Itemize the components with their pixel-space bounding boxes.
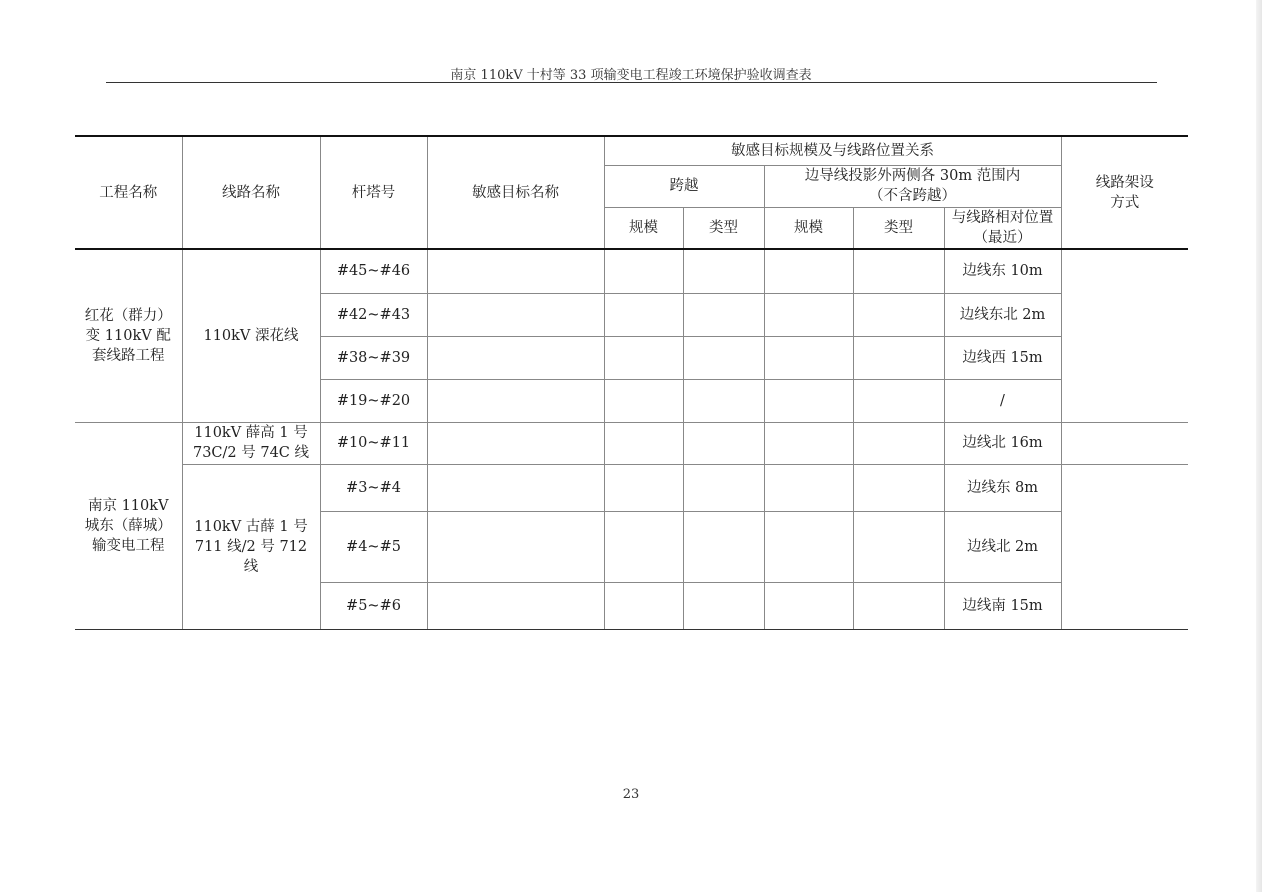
crossing-type-cell	[683, 293, 764, 336]
nearby-type-cell	[853, 293, 944, 336]
crossing-type-cell	[683, 336, 764, 379]
line-name-line: 110kV 古薛 1 号	[194, 518, 308, 535]
col-header-erection-method	[1061, 136, 1188, 249]
sensitive-target-survey-table	[75, 135, 1188, 630]
nearby-scale-cell	[764, 379, 853, 422]
tower-no-cell: #19~#20	[320, 379, 427, 422]
crossing-type-cell	[683, 249, 764, 293]
col-header-tower-no: 杆塔号	[320, 136, 427, 249]
nearby-type-cell	[853, 582, 944, 629]
tower-no-cell: #45~#46	[320, 249, 427, 293]
nearby-scale-cell	[764, 422, 853, 464]
page-number: 23	[622, 787, 640, 802]
relative-position-cell: 边线南 15m	[944, 582, 1061, 629]
relative-position-cell: 边线东北 2m	[944, 293, 1061, 336]
erection-method-cell	[1061, 464, 1188, 629]
crossing-scale-cell	[604, 249, 683, 293]
page-edge-shadow	[1256, 0, 1262, 892]
crossing-scale-cell	[604, 582, 683, 629]
erection-method-cell	[1061, 249, 1188, 422]
crossing-scale-cell	[604, 336, 683, 379]
col-header-crossing-type: 类型	[683, 207, 764, 249]
target-name-cell	[427, 582, 604, 629]
tower-no-cell: #4~#5	[320, 511, 427, 582]
tower-no-cell: #5~#6	[320, 582, 427, 629]
line-name-cell	[182, 422, 320, 464]
crossing-type-cell	[683, 582, 764, 629]
table-row	[75, 422, 1188, 464]
table-row	[75, 249, 1188, 293]
crossing-scale-cell	[604, 511, 683, 582]
relative-position-cell: 边线东 8m	[944, 464, 1061, 511]
nearby-scale-cell	[764, 249, 853, 293]
relative-position-cell: /	[944, 379, 1061, 422]
nearby-type-cell	[853, 511, 944, 582]
crossing-type-cell	[683, 464, 764, 511]
project-name-cell	[75, 422, 182, 629]
tower-no-cell: #10~#11	[320, 422, 427, 464]
crossing-scale-cell	[604, 422, 683, 464]
nearby-type-cell	[853, 249, 944, 293]
col-header-within-30m	[764, 165, 1061, 207]
crossing-type-cell	[683, 511, 764, 582]
relative-position-cell: 边线东 10m	[944, 249, 1061, 293]
nearby-type-cell	[853, 422, 944, 464]
line-name-line: 711 线/2 号 712 线	[194, 538, 308, 575]
target-name-cell	[427, 249, 604, 293]
col-header-crossing-scale: 规模	[604, 207, 683, 249]
project-name-cell	[75, 249, 182, 422]
col-header-nearby-scale: 规模	[764, 207, 853, 249]
target-name-cell	[427, 464, 604, 511]
tower-no-cell: #38~#39	[320, 336, 427, 379]
project-name-line: 南京 110kV	[87, 497, 169, 514]
relative-position-line-2: （最近）	[973, 229, 1032, 246]
nearby-type-cell	[853, 379, 944, 422]
document-header-title: 南京 110kV 十村等 33 项输变电工程竣工环境保护验收调查表	[450, 68, 812, 83]
target-name-cell	[427, 511, 604, 582]
target-name-cell	[427, 336, 604, 379]
nearby-type-cell	[853, 464, 944, 511]
target-name-cell	[427, 293, 604, 336]
col-header-target-name: 敏感目标名称	[427, 136, 604, 249]
line-name-cell	[182, 464, 320, 629]
relative-position-cell: 边线北 16m	[944, 422, 1061, 464]
table-row	[75, 464, 1188, 511]
nearby-scale-cell	[764, 293, 853, 336]
nearby-scale-cell	[764, 464, 853, 511]
crossing-type-cell	[683, 422, 764, 464]
nearby-scale-cell	[764, 511, 853, 582]
within-30m-line-1: 边导线投影外两侧各 30m 范围内	[804, 168, 1021, 184]
crossing-type-cell	[683, 379, 764, 422]
project-name-line: 城东（薛城）	[84, 517, 172, 534]
col-header-project-name: 工程名称	[75, 136, 182, 249]
project-name-line: 套线路工程	[92, 347, 165, 364]
erection-method-cell	[1061, 422, 1188, 464]
line-name-cell: 110kV 溧花线	[182, 249, 320, 422]
within-30m-line-2: （不含跨越）	[869, 188, 956, 204]
line-name-line: 73C/2 号 74C 线	[192, 445, 310, 461]
project-name-line: 红花（群力）	[84, 307, 172, 324]
project-name-line: 变 110kV 配	[85, 327, 171, 344]
erection-method-line-1: 线路架设	[1095, 174, 1154, 191]
col-header-group-title: 敏感目标规模及与线路位置关系	[604, 136, 1061, 165]
tower-no-cell: #42~#43	[320, 293, 427, 336]
col-header-relative-position	[944, 207, 1061, 249]
target-name-cell	[427, 422, 604, 464]
erection-method-line-2: 方式	[1110, 194, 1140, 211]
line-name-line: 110kV 薛高 1 号	[194, 425, 308, 441]
header-rule	[106, 82, 1157, 83]
relative-position-line-1: 与线路相对位置	[951, 209, 1054, 226]
nearby-scale-cell	[764, 336, 853, 379]
nearby-scale-cell	[764, 582, 853, 629]
nearby-type-cell	[853, 336, 944, 379]
relative-position-cell: 边线北 2m	[944, 511, 1061, 582]
col-header-line-name: 线路名称	[182, 136, 320, 249]
tower-no-cell: #3~#4	[320, 464, 427, 511]
col-header-crossing: 跨越	[604, 165, 764, 207]
crossing-scale-cell	[604, 293, 683, 336]
project-name-line: 输变电工程	[92, 537, 165, 554]
col-header-nearby-type: 类型	[853, 207, 944, 249]
relative-position-cell: 边线西 15m	[944, 336, 1061, 379]
crossing-scale-cell	[604, 379, 683, 422]
target-name-cell	[427, 379, 604, 422]
crossing-scale-cell	[604, 464, 683, 511]
